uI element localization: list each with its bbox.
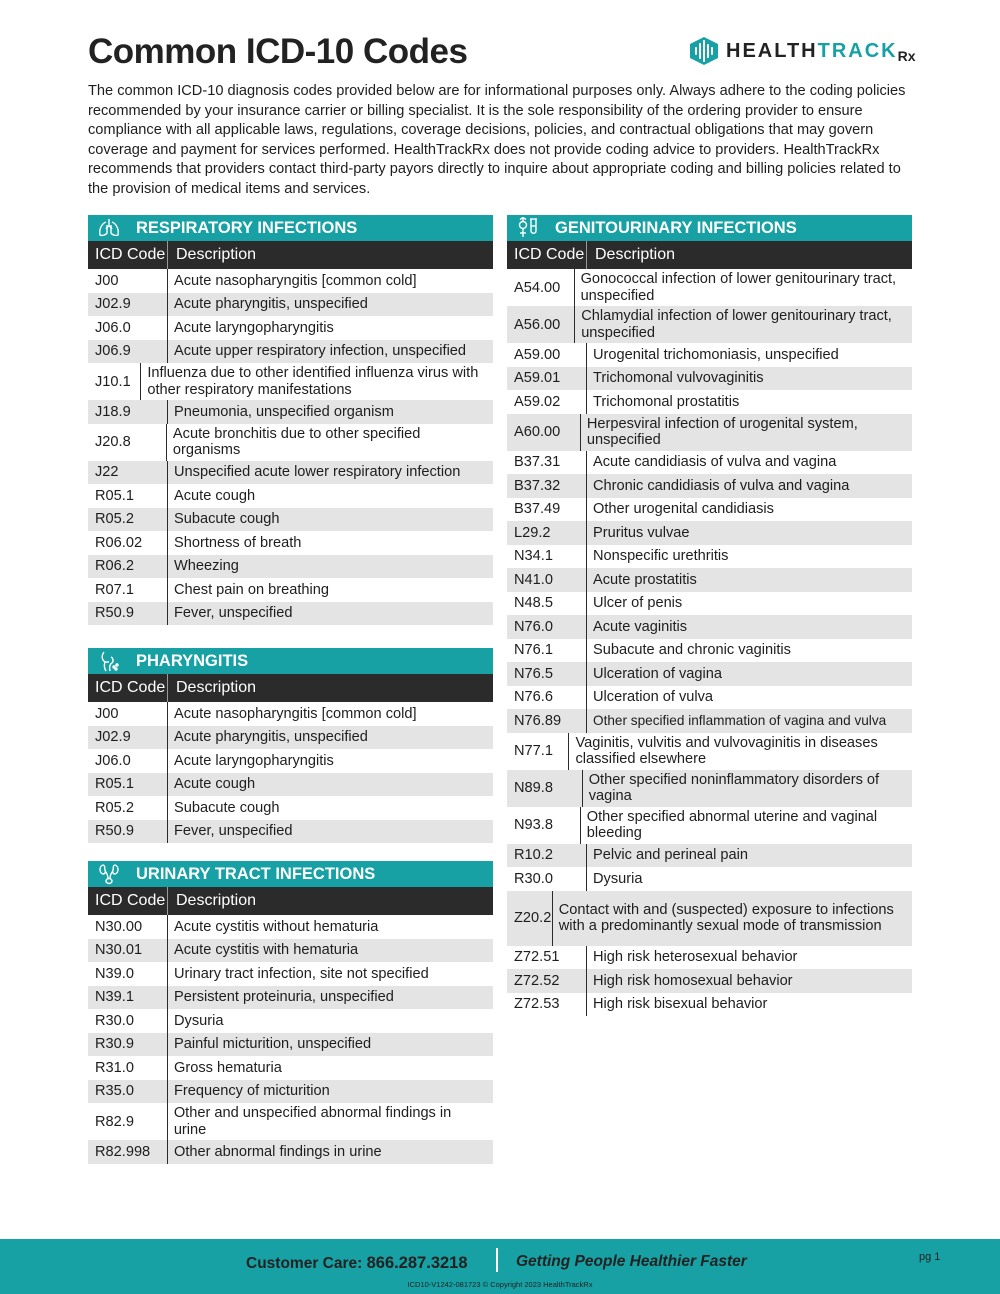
code-description: Other specified abnormal uterine and vaginal bleeding — [586, 808, 878, 841]
customer-care — [246, 1254, 468, 1273]
code-description: Acute prostatitis — [593, 571, 697, 588]
section-header — [507, 215, 912, 241]
code-description: Other and unspecified abnormal findings in urine — [173, 1105, 452, 1138]
table-row — [88, 363, 493, 400]
customer-care-phone: 866.287.3218 — [366, 1254, 468, 1272]
icd-code: R30.0 — [507, 867, 587, 891]
table-row — [507, 367, 912, 391]
table-row — [88, 424, 493, 461]
table-row — [88, 773, 493, 797]
code-description: Acute bronchitis due to other specified organisms — [172, 425, 421, 458]
section-title: RESPIRATORY INFECTIONS — [136, 218, 358, 237]
gender-symbols-icon — [515, 217, 541, 239]
code-description: Acute cystitis with hematuria — [174, 942, 359, 958]
table-row — [88, 269, 493, 293]
table-row — [507, 615, 912, 639]
icd-code: J10.1 — [88, 363, 141, 400]
code-description: Acute upper respiratory infection, unspecified — [174, 343, 467, 359]
icd-code: J22 — [88, 461, 168, 485]
code-description: Chest pain on breathing — [174, 581, 329, 598]
table-row — [88, 602, 493, 626]
table-row — [88, 508, 493, 532]
icd-code: Z20.2 — [507, 891, 553, 946]
icd-code: A56.00 — [507, 306, 575, 343]
page-number: pg 1 — [919, 1251, 941, 1263]
pharyngitis-table — [88, 648, 493, 843]
code-description: Pelvic and perineal pain — [593, 847, 748, 863]
intro-disclaimer: The common ICD-10 diagnosis codes provided below are for informational purposes only. Always adhere to the coding policies recommended by your insurance carrier or billing specialist. It is the sole responsibility of the ordering provider to ensure compliance with all applicable laws, regulations, coverage decisions, policies, and contractual obligations that may govern coverage and payment for services performed. HealthTrackRx does not provide coding advice to providers. HealthTrackRx recommends that providers contact third-party payors directly to inquire about appropriate coding and billing policies related to the provision of medical items and services. — [88, 83, 906, 197]
code-description: Herpesviral infection of urogenital system, unspecified — [586, 415, 858, 448]
tagline: Getting People Healthier Faster — [516, 1253, 747, 1270]
table-row — [507, 686, 912, 710]
icd-code: N34.1 — [507, 545, 587, 569]
table-row — [507, 969, 912, 993]
code-description: Acute laryngopharyngitis — [174, 752, 334, 769]
throat-icon — [96, 650, 122, 672]
table-row — [88, 702, 493, 726]
icd-code: J20.8 — [88, 424, 167, 461]
code-description: Fever, unspecified — [174, 605, 293, 621]
table-row — [507, 733, 912, 770]
icd-code: N76.0 — [507, 615, 587, 639]
table-row — [507, 639, 912, 663]
code-description: Unspecified acute lower respiratory infection — [174, 464, 461, 480]
icd-code: N41.0 — [507, 568, 587, 592]
code-description: Subacute cough — [174, 511, 280, 527]
icd-code: J06.0 — [88, 316, 168, 340]
icd-code: A54.00 — [507, 269, 575, 306]
code-description: Fever, unspecified — [174, 823, 293, 839]
healthtrackrx-logo — [688, 36, 916, 66]
icd-code: Z72.53 — [507, 993, 587, 1017]
icd-code: J00 — [88, 702, 168, 726]
icd-code-header: ICD Code — [88, 241, 168, 269]
icd-code: J06.9 — [88, 340, 168, 364]
icd-code: B37.32 — [507, 474, 587, 498]
icd-code: N76.6 — [507, 686, 587, 710]
code-description: Trichomonal vulvovaginitis — [593, 370, 764, 386]
table-row — [507, 474, 912, 498]
code-description: Urogenital trichomoniasis, unspecified — [593, 346, 839, 363]
icd-code: A60.00 — [507, 414, 581, 451]
code-description: Pneumonia, unspecified organism — [174, 403, 394, 420]
table-row — [507, 770, 912, 807]
code-description: Trichomonal prostatitis — [593, 393, 740, 410]
code-description: High risk heterosexual behavior — [593, 949, 798, 965]
icd-code: J00 — [88, 269, 168, 293]
urinary-tract-infections-table — [88, 861, 493, 1164]
code-description: Other specified inflammation of vagina and vulva — [593, 712, 887, 728]
code-description: Acute candidiasis of vulva and vagina — [593, 454, 837, 470]
table-row — [88, 820, 493, 844]
table-row — [507, 343, 912, 367]
column-header — [88, 887, 493, 915]
code-description: Acute pharyngitis, unspecified — [174, 296, 368, 312]
code-description: Gonococcal infection of lower genitourinary tract, unspecified — [580, 271, 897, 304]
code-description: Influenza due to other identified influenza virus with other respiratory manifestations — [147, 365, 479, 398]
icd-code: J18.9 — [88, 400, 168, 424]
table-row — [88, 749, 493, 773]
code-description: Acute nasopharyngitis [common cold] — [174, 272, 417, 289]
section-header — [88, 648, 493, 674]
icd-code: R82.9 — [88, 1103, 168, 1140]
section-header — [88, 861, 493, 887]
customer-care-label: Customer Care: — [246, 1255, 363, 1272]
table-row — [88, 484, 493, 508]
table-row — [507, 807, 912, 844]
icd-code: N30.01 — [88, 939, 168, 963]
description-header: Description — [595, 246, 676, 263]
table-row — [88, 1033, 493, 1057]
code-description: Acute laryngopharyngitis — [174, 319, 334, 336]
table-row — [88, 293, 493, 317]
code-description: Gross hematuria — [174, 1059, 282, 1076]
table-row — [507, 946, 912, 970]
icd-code: R10.2 — [507, 844, 587, 868]
icd-code: N77.1 — [507, 733, 569, 770]
table-row — [88, 1009, 493, 1033]
icd-code: N76.1 — [507, 639, 587, 663]
code-description: Nonspecific urethritis — [593, 548, 729, 564]
icd-code: N39.1 — [88, 986, 168, 1010]
icd-code: N93.8 — [507, 807, 581, 844]
icd-code: R05.1 — [88, 773, 168, 797]
page-footer — [0, 1239, 1000, 1294]
description-header: Description — [176, 892, 257, 909]
icd-code: N30.00 — [88, 915, 168, 939]
section-title: GENITOURINARY INFECTIONS — [555, 218, 797, 237]
icd-code: J02.9 — [88, 293, 168, 317]
table-row — [507, 545, 912, 569]
icd-code: N89.8 — [507, 770, 583, 807]
icd-code: R30.9 — [88, 1033, 168, 1057]
section-title: URINARY TRACT INFECTIONS — [136, 864, 376, 883]
page-title: Common ICD-10 Codes — [88, 32, 468, 71]
description-header: Description — [176, 246, 257, 263]
table-row — [88, 340, 493, 364]
code-description: Acute cystitis without hematuria — [174, 918, 379, 935]
table-row — [507, 844, 912, 868]
icd-code: R35.0 — [88, 1080, 168, 1104]
table-row — [88, 962, 493, 986]
code-description: Subacute cough — [174, 799, 280, 816]
table-row — [507, 414, 912, 451]
table-row — [88, 400, 493, 424]
code-description: Ulceration of vagina — [593, 665, 722, 682]
icd-code: R05.2 — [88, 796, 168, 820]
column-header — [507, 241, 912, 269]
icd-code: B37.49 — [507, 498, 587, 522]
kidneys-icon — [96, 863, 122, 885]
table-row — [88, 1103, 493, 1140]
respiratory-infections-table — [88, 215, 493, 625]
code-description: Shortness of breath — [174, 534, 302, 551]
table-row — [88, 939, 493, 963]
table-row — [88, 578, 493, 602]
table-row — [507, 709, 912, 733]
code-description: Ulceration of vulva — [593, 689, 714, 705]
code-description: Dysuria — [174, 1012, 224, 1029]
icd-code: A59.00 — [507, 343, 587, 367]
icd-code: R06.2 — [88, 555, 168, 579]
code-description: Vaginitis, vulvitis and vulvovaginitis in diseases classified elsewhere — [575, 734, 878, 767]
section-header — [88, 215, 493, 241]
icd-code: N76.5 — [507, 662, 587, 686]
table-row — [507, 451, 912, 475]
genitourinary-infections-table — [507, 215, 912, 1016]
code-description: Acute cough — [174, 487, 256, 504]
table-row — [507, 390, 912, 414]
copyright: ICD10-V1242-081723 © Copyright 2023 HealthTrackRx — [407, 1280, 593, 1289]
table-row — [88, 1080, 493, 1104]
code-description: Chlamydial infection of lower genitourinary tract, unspecified — [581, 308, 892, 341]
icd-code: R06.02 — [88, 531, 168, 555]
code-description: Persistent proteinuria, unspecified — [174, 989, 394, 1005]
code-description: Ulcer of penis — [593, 595, 683, 611]
icd-code: A59.02 — [507, 390, 587, 414]
code-description: Wheezing — [174, 558, 239, 574]
table-row — [88, 986, 493, 1010]
icd-code-header: ICD Code — [88, 674, 168, 702]
lungs-icon — [96, 217, 122, 239]
table-row — [507, 891, 912, 946]
code-description: High risk bisexual behavior — [593, 996, 768, 1012]
logo-mark-icon — [688, 36, 720, 66]
icd-code-header: ICD Code — [507, 241, 587, 269]
code-description: Pruritus vulvae — [593, 524, 690, 541]
icd-code: R07.1 — [88, 578, 168, 602]
table-row — [88, 461, 493, 485]
table-row — [507, 592, 912, 616]
table-row — [88, 316, 493, 340]
table-row — [88, 915, 493, 939]
table-row — [507, 568, 912, 592]
code-description: Frequency of micturition — [174, 1083, 330, 1099]
icd-code: R30.0 — [88, 1009, 168, 1033]
code-description: High risk homosexual behavior — [593, 972, 793, 989]
icd-code: Z72.52 — [507, 969, 587, 993]
code-description: Acute pharyngitis, unspecified — [174, 729, 368, 745]
icd-code: R50.9 — [88, 602, 168, 626]
column-header — [88, 241, 493, 269]
section-title: PHARYNGITIS — [136, 651, 249, 670]
icd-code: N76.89 — [507, 709, 587, 733]
icd-code: R82.998 — [88, 1140, 168, 1164]
table-row — [88, 796, 493, 820]
description-header: Description — [176, 679, 257, 696]
table-row — [88, 1140, 493, 1164]
footer-divider — [496, 1248, 498, 1272]
code-description: Acute cough — [174, 776, 256, 792]
column-header — [88, 674, 493, 702]
icd-code: N48.5 — [507, 592, 587, 616]
icd-code: L29.2 — [507, 521, 587, 545]
table-row — [88, 555, 493, 579]
icd-code-header: ICD Code — [88, 887, 168, 915]
code-description: Acute nasopharyngitis [common cold] — [174, 705, 417, 722]
icd-code: N39.0 — [88, 962, 168, 986]
icd-code: A59.01 — [507, 367, 587, 391]
table-row — [507, 867, 912, 891]
code-description: Chronic candidiasis of vulva and vagina — [593, 477, 850, 494]
icd-code: R50.9 — [88, 820, 168, 844]
code-description: Urinary tract infection, site not specified — [174, 965, 429, 982]
icd-code: J06.0 — [88, 749, 168, 773]
icd-code: Z72.51 — [507, 946, 587, 970]
table-row — [88, 726, 493, 750]
code-description: Other urogenital candidiasis — [593, 501, 774, 517]
code-description: Contact with and (suspected) exposure to infections with a predominantly sexual mode of transmission — [558, 901, 894, 934]
table-row — [507, 269, 912, 306]
table-row — [507, 993, 912, 1017]
icd-code: J02.9 — [88, 726, 168, 750]
code-description: Acute vaginitis — [593, 618, 688, 635]
table-row — [88, 531, 493, 555]
table-row — [507, 662, 912, 686]
code-description: Dysuria — [593, 870, 643, 887]
icd-code: B37.31 — [507, 451, 587, 475]
table-row — [507, 498, 912, 522]
table-row — [507, 306, 912, 343]
logo-wordmark: $HEALTHTRACK_{Rx}$ — [726, 39, 916, 64]
table-row — [507, 521, 912, 545]
code-description: Subacute and chronic vaginitis — [593, 642, 791, 658]
icd-code: R05.2 — [88, 508, 168, 532]
icd-code: R05.1 — [88, 484, 168, 508]
code-description: Painful micturition, unspecified — [174, 1036, 372, 1052]
code-description: Other specified noninflammatory disorders of vagina — [588, 771, 880, 804]
code-description: Other abnormal findings in urine — [174, 1143, 382, 1160]
icd-code: R31.0 — [88, 1056, 168, 1080]
table-row — [88, 1056, 493, 1080]
